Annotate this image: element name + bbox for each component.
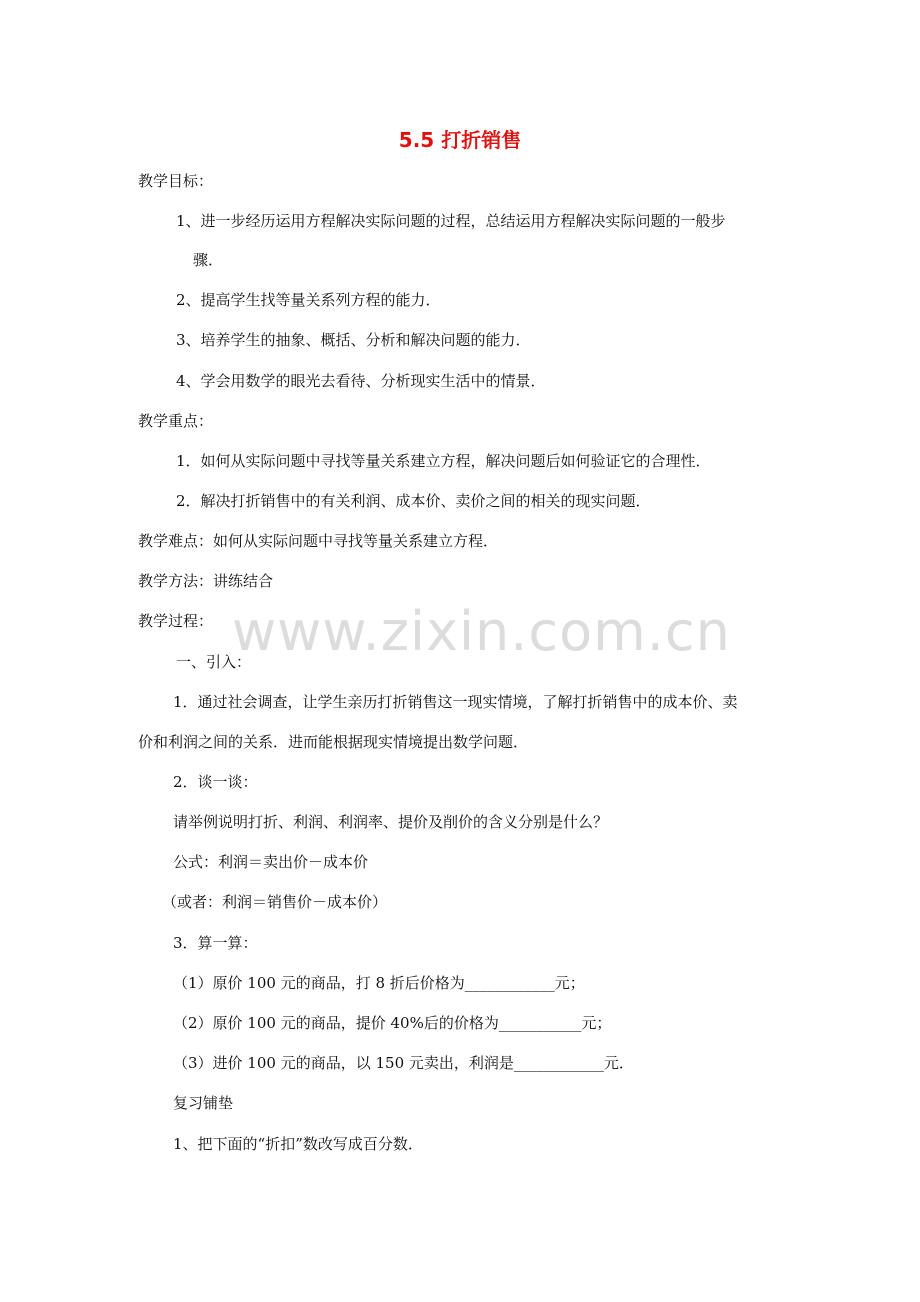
section-heading-key-points: 教学重点： [138,412,214,430]
exercise-2: （2）原价 100 元的商品，提价 40%后的价格为___________元； [173,1014,612,1032]
objective-1-continued: 骤． [193,251,224,269]
intro-item-1-continued: 价和利润之间的关系．进而能根据现实情境提出数学问题． [138,733,529,751]
key-point-2: 2．解决打折销售中的有关利润、成本价、卖价之间的相关的现实问题． [176,492,651,510]
objective-4: 4、学会用数学的眼光去看待、分析现实生活中的情景． [176,372,546,390]
difficult-points: 教学难点：如何从实际问题中寻找等量关系建立方程． [138,532,499,550]
teaching-method: 教学方法：讲练结合 [138,572,274,590]
intro-item-1: 1．通过社会调查，让学生亲历打折销售这一现实情境，了解打折销售中的成本价、卖 [173,693,738,711]
key-point-1: 1．如何从实际问题中寻找等量关系建立方程，解决问题后如何验证它的合理性． [176,452,711,470]
intro-item-2: 2．谈一谈： [173,773,258,791]
objective-3: 3、培养学生的抽象、概括、分析和解决问题的能力． [176,331,531,349]
objective-2: 2、提高学生找等量关系列方程的能力． [176,291,441,309]
formula: 公式：利润＝卖出价－成本价 [173,853,369,871]
exercise-1: （1）原价 100 元的商品，打 8 折后价格为____________元； [173,974,585,992]
question-text: 请举例说明打折、利润、利润率、提价及削价的含义分别是什么？ [173,813,609,831]
exercise-3: （3）进价 100 元的商品，以 150 元卖出，利润是____________元． [173,1054,634,1072]
objective-1: 1、进一步经历运用方程解决实际问题的过程，总结运用方程解决实际问题的一般步 [176,212,726,230]
section-heading-objectives: 教学目标： [138,172,214,190]
review-heading: 复习铺垫 [173,1094,234,1112]
part-1-intro: 一、引入： [176,653,252,671]
formula-alternative: （或者：利润＝销售价－成本价） [162,893,388,911]
review-item-1: 1、把下面的“折扣”数改写成百分数． [173,1135,423,1153]
watermark: www.zixin.com.cn [232,600,731,663]
section-heading-process: 教学过程： [138,612,214,630]
page-title: 5.5 打折销售 [398,128,522,152]
intro-item-3: 3．算一算： [173,934,258,952]
